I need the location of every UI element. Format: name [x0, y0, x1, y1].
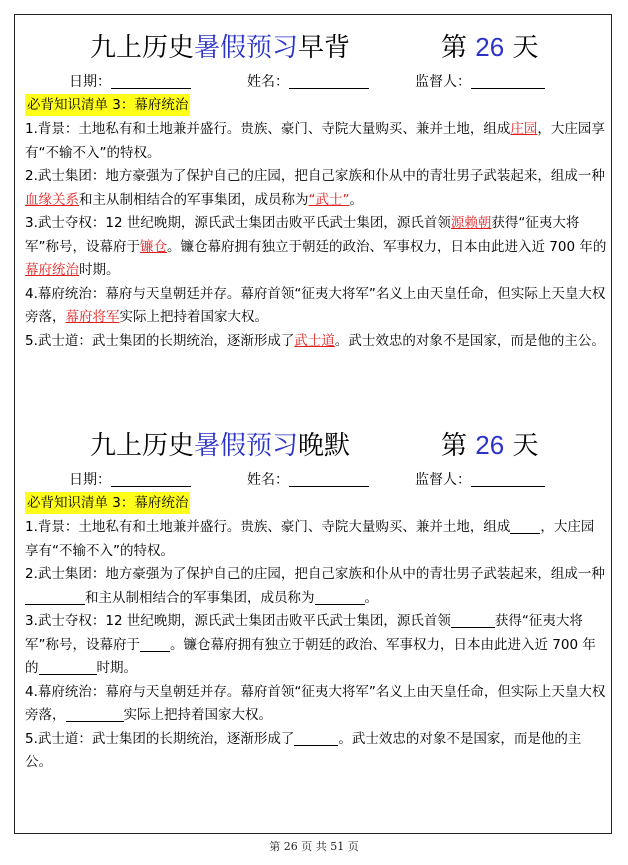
top-paragraph-4: 4.幕府统治：幕府与天皇朝廷并存。幕府首领“征夷大将军”名义上由天皇任命，但实际上天皇大权旁落，幕府将军实际上把持着国家大权。 [25, 285, 606, 325]
top-paragraph-5: 5.武士道：武士集团的长期统治，逐渐形成了武士道。武士效忠的对象不是国家，而是他的主公。 [25, 332, 605, 349]
top-name-label: 姓名： [247, 74, 289, 90]
keyword: 血缘关系 [25, 191, 79, 208]
bottom-day-counter [441, 425, 538, 462]
top-day-counter [441, 27, 538, 64]
top-title [15, 27, 611, 67]
answer-blank[interactable] [25, 590, 85, 605]
keyword: 镰仓 [140, 238, 167, 255]
bottom-date-field[interactable] [69, 469, 191, 489]
bottom-day-suffix: 天 [512, 431, 539, 461]
answer-blank[interactable] [294, 731, 338, 746]
top-title-prefix: 九上历史 [90, 33, 195, 63]
bottom-supervisor-label: 监督人： [415, 472, 471, 488]
top-supervisor-line [471, 74, 545, 89]
bottom-date-label: 日期： [69, 472, 111, 488]
top-date-field[interactable] [69, 71, 191, 91]
bottom-supervisor-line [471, 472, 545, 487]
bottom-day-number: 26 [475, 430, 505, 460]
bottom-name-line [289, 472, 369, 487]
bottom-paragraph-2: 2.武士集团：地方豪强为了保护自己的庄园，把自己家族和仆从中的青壮男子武装起来，组成一种和主从制相结合的军事集团，成员称为 。 [25, 566, 605, 606]
bottom-day-prefix: 第 [441, 431, 468, 461]
answer-blank[interactable] [66, 707, 124, 722]
answer-blank[interactable] [315, 590, 365, 605]
top-date-line [111, 74, 191, 89]
keyword: 武士道 [294, 332, 335, 349]
worksheet-frame [14, 14, 612, 834]
top-supervisor-label: 监督人： [415, 74, 471, 90]
keyword: 幕府统治 [25, 262, 79, 278]
bottom-section-heading: 必背知识清单 3：幕府统治 [25, 492, 190, 514]
bottom-paragraph-1: 1.背景：土地私有和土地兼并盛行。贵族、豪门、寺院大量购买、兼并土地，组成 ，大庄园享有“不输不入”的特权。 [25, 519, 595, 559]
answer-blank[interactable] [510, 519, 540, 534]
top-body [25, 118, 607, 353]
bottom-supervisor-field[interactable] [415, 469, 545, 489]
top-name-field[interactable] [247, 71, 369, 91]
keyword: 庄园 [510, 121, 538, 137]
bottom-paragraph-5: 5.武士道：武士集团的长期统治，逐渐形成了 。武士效忠的对象不是国家，而是他的主公。 [25, 730, 582, 770]
bottom-name-field[interactable] [247, 469, 369, 489]
top-date-label: 日期： [69, 74, 111, 90]
bottom-paragraph-4: 4.幕府统治：幕府与天皇朝廷并存。幕府首领“征夷大将军”名义上由天皇任命，但实际上天皇大权旁落， 实际上把持着国家大权。 [25, 683, 606, 723]
top-paragraph-3: 3.武士夺权：12 世纪晚期，源氏武士集团击败平氏武士集团，源氏首领源赖朝获得“征夷大将军”称号，设幕府于镰仓。镰仓幕府拥有独立于朝廷的政治、军事权力，日本由此进入近 700 年的幕府统治时期。 [25, 215, 607, 278]
top-paragraph-2: 2.武士集团：地方豪强为了保护自己的庄园，把自己家族和仆从中的青壮男子武装起来，组成一种血缘关系和主从制相结合的军事集团，成员称为“武士”。 [25, 168, 605, 208]
bottom-title-suffix: 晚默 [298, 431, 351, 461]
top-section-heading: 必背知识清单 3：幕府统治 [25, 94, 190, 116]
top-day-prefix: 第 [441, 33, 468, 63]
top-title-blue: 暑假预习 [194, 33, 299, 63]
top-day-suffix: 天 [512, 33, 539, 63]
bottom-paragraph-3: 3.武士夺权：12 世纪晚期，源氏武士集团击败平氏武士集团，源氏首领 获得“征夷大将军”称号，设幕府于 。镰仓幕府拥有独立于朝廷的政治、军事权力，日本由此进入近 700 年的 时期。 [25, 613, 596, 676]
top-name-line [289, 74, 369, 89]
keyword: “武士” [308, 191, 350, 208]
bottom-title-blue: 暑假预习 [194, 431, 299, 461]
bottom-title [15, 425, 611, 465]
top-paragraph-1: 1.背景：土地私有和土地兼并盛行。贵族、豪门、寺院大量购买、兼并土地，组成庄园，大庄园享有“不输不入”的特权。 [25, 121, 605, 161]
page-footer: 第 26 页 共 51 页 [269, 840, 359, 853]
top-supervisor-field[interactable] [415, 71, 545, 91]
answer-blank[interactable] [39, 660, 97, 675]
answer-blank[interactable] [451, 613, 495, 628]
answer-blank[interactable] [140, 637, 170, 652]
top-meta-row [15, 71, 611, 93]
bottom-title-prefix: 九上历史 [90, 431, 195, 461]
bottom-name-label: 姓名： [247, 472, 289, 488]
top-day-number: 26 [475, 32, 505, 62]
bottom-body [25, 516, 607, 775]
bottom-date-line [111, 472, 191, 487]
bottom-meta-row [15, 469, 611, 491]
keyword: 幕府将军 [65, 309, 120, 325]
top-title-suffix: 早背 [298, 33, 351, 63]
keyword: 源赖朝 [450, 215, 492, 231]
